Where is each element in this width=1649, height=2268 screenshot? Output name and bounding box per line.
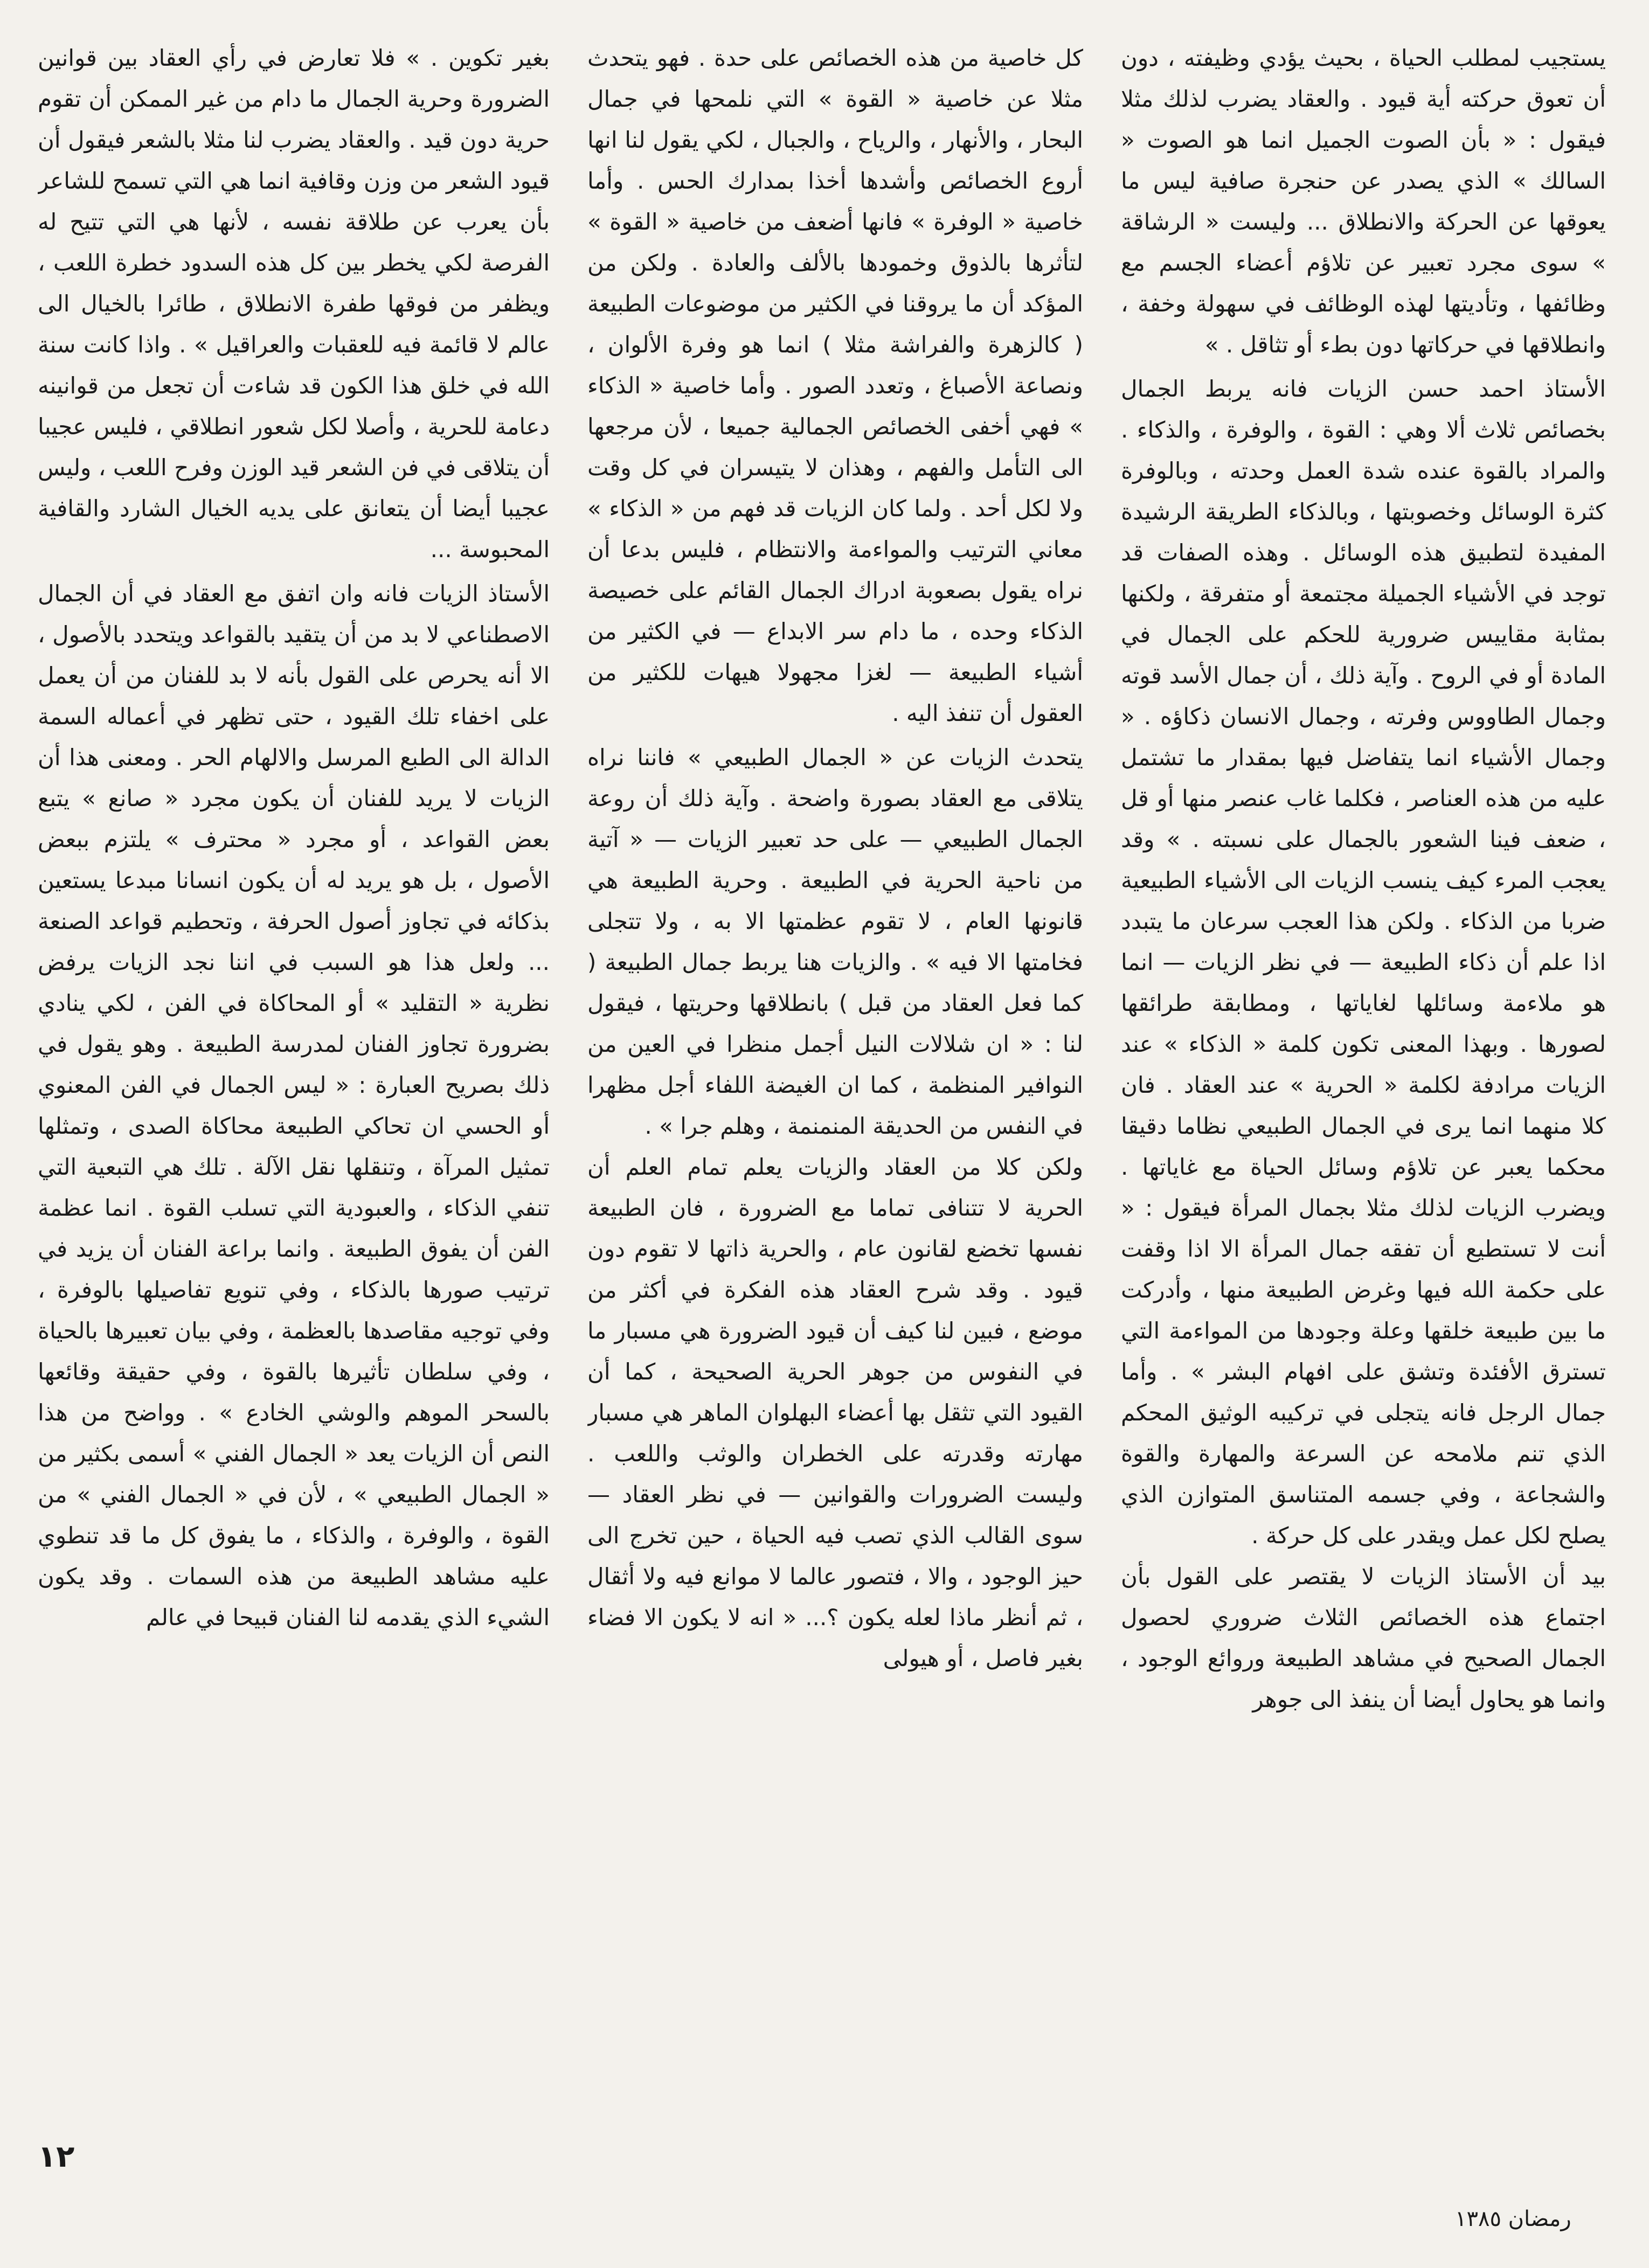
paragraph: الأستاذ الزيات فانه وان اتفق مع العقاد في أن الجمال الاصطناعي لا بد من أن يتقيد بالقواعد ويتحدد بالأصول ، الا أنه يحرص على القول بأنه لا بد للفنان من أن يعمل على اخفاء تلك القيود ، حتى تظهر في أعماله السمة الدالة الى الطبع المرسل والالهام الحر . ومعنى هذا أن الزيات لا يريد للفنان أن يكون مجرد « صانع » يتبع بعض القواعد ، أو مجرد « محترف » يلتزم ببعض الأصول ، بل هو يريد له أن يكون انسانا مبدعا يستعين بذكائه في تجاوز أصول الحرفة ، وتحطيم قواعد الصنعة ... ولعل هذا هو السبب في اننا نجد الزيات يرفض نظرية « التقليد » أو المحاكاة في الفن ، لكي ينادي بضرورة تجاوز الفنان لمدرسة الطبيعة . وهو يقول في ذلك بصريح العبارة : « ليس الجمال في الفن المعنوي أو الحسي ان تحاكي الطبيعة محاكاة الصدى ، وتمثلها تمثيل المرآة ، وتنقلها نقل الآلة . تلك هي التبعية التي تنفي الذكاء ، والعبودية التي تسلب القوة . انما عظمة الفن أن يفوق الطبيعة . وانما براعة الفنان أن يزيد في ترتيب صورها بالذكاء ، وفي تنويع تفاصيلها بالوفرة ، وفي توجيه مقاصدها بالعظمة ، وفي بيان تعبيرها بالحياة ، وفي سلطان تأثيرها بالقوة ، وفي حقيقة وقائعها بالسحر الموهم والوشي الخادع » . وواضح من هذا النص أن الزيات يعد « الجمال الفني » أسمى بكثير من « الجمال الطبيعي » ، لأن في « الجمال الفني » من القوة ، والوفرة ، والذكاء ، ما يفوق كل ما قد تنطوي عليه مشاهد الطبيعة من هذه السمات . وقد يكون الشيء الذي يقدمه لنا الفنان قبيحا في عالم [38,580,550,1631]
section-start [587,737,1083,1147]
section-start [1121,369,1606,1556]
issue-date: رمضان ١٣٨٥ [1455,2207,1571,2231]
paragraph: الأستاذ احمد حسن الزيات فانه يربط الجمال بخصائص ثلاث ألا وهي : القوة ، والوفرة ، والذكاء . والمراد بالقوة عنده شدة العمل وحدته ، وبالوفرة كثرة الوسائل وخصوبتها ، وبالذكاء الطريقة الرشيدة المفيدة لتطبيق هذه الوسائل . وهذه الصفات قد توجد في الأشياء الجميلة مجتمعة أو متفرقة ، ولكنها بمثابة مقاييس ضرورية للحكم على الجمال في المادة أو في الروح . وآية ذلك ، أن جمال الأسد قوته وجمال الطاووس وفرته ، وجمال الانسان ذكاؤه . « وجمال الأشياء انما يتفاضل فيها بمقدار ما تشتمل عليه من هذه العناصر ، فكلما غاب عنصر منها أو قل ، ضعف فينا الشعور بالجمال على نسبته . » وقد يعجب المرء كيف ينسب الزيات الى الأشياء الطبيعية ضربا من الذكاء . ولكن هذا العجب سرعان ما يتبدد اذا علم أن ذكاء الطبيعة — في نظر الزيات — انما هو ملاءمة وسائلها لغاياتها ، ومطابقة طرائقها لصورها . وبهذا المعنى تكون كلمة « الذكاء » عند الزيات مرادفة لكلمة « الحرية » عند العقاد . فان كلا منهما انما يرى في الجمال الطبيعي نظاما دقيقا محكما يعبر عن تلاؤم وسائل الحياة مع غاياتها . ويضرب الزيات لذلك مثلا بجمال المرأة فيقول : « أنت لا تستطيع أن تفقه جمال المرأة الا اذا وقفت على حكمة الله فيها وغرض الطبيعة منها ، وأدركت ما بين طبيعة خلقها وعلة وجودها من المواءمة التي تسترق الأفئدة وتشق على افهام البشر » . وأما جمال الرجل فانه يتجلى في تركيبه الوثيق المحكم الذي تنم ملامحه عن السرعة والمهارة والقوة والشجاعة ، وفي جسمه المتناسق المتوازن الذي يصلح لكل عمل ويقدر على كل حركة . [1121,376,1606,1549]
paragraph: بغير تكوين . » فلا تعارض في رأي العقاد بين قوانين الضرورة وحرية الجمال ما دام من غير الممكن أن تقوم حرية دون قيد . والعقاد يضرب لنا مثلا بالشعر فيقول أن قيود الشعر من وزن وقافية انما هي التي تسمح للشاعر بأن يعرب عن طلاقة نفسه ، لأنها هي التي تتيح له الفرصة لكي يخطر بين كل هذه السدود خطرة اللعب ، ويظفر من فوقها طفرة الانطلاق ، طائرا بالخيال الى عالم لا قائمة فيه للعقبات والعراقيل » . واذا كانت سنة الله في خلق هذا الكون قد شاءت أن تجعل من قوانينه دعامة للحرية ، وأصلا لكل شعور انطلاقي ، فليس عجيبا أن يتلاقى في فن الشعر قيد الوزن وفرح اللعب ، وليس عجيبا أيضا أن يتعانق على يديه الخيال الشارد والقافية المحبوسة ... [38,45,550,563]
column-middle [587,38,1083,2166]
paragraph: يستجيب لمطلب الحياة ، بحيث يؤدي وظيفته ، دون أن تعوق حركته أية قيود . والعقاد يضرب لذلك مثلا فيقول : « بأن الصوت الجميل انما هو الصوت « السالك » الذي يصدر عن حنجرة صافية ليس ما يعوقها عن الحركة والانطلاق ... وليست « الرشاقة » سوى مجرد تعبير عن تلاؤم أعضاء الجسم مع وظائفها ، وتأديتها لهذه الوظائف في سهولة وخفة ، وانطلاقها في حركاتها دون بطء أو تثاقل . » [1121,45,1606,358]
column-right [1121,38,1606,2166]
paragraph: ولكن كلا من العقاد والزيات يعلم تمام العلم أن الحرية لا تتنافى تماما مع الضرورة ، فان الطبيعة نفسها تخضع لقانون عام ، والحرية ذاتها لا تقوم دون قيود . وقد شرح العقاد هذه الفكرة في أكثر من موضع ، فبين لنا كيف أن قيود الضرورة هي مسبار ما في النفوس من جوهر الحرية الصحيحة ، كما أن القيود التي تثقل بها أعضاء البهلوان الماهر هي مسبار مهارته وقدرته على الخطران والوثب واللعب . وليست الضرورات والقوانين — في نظر العقاد — سوى القالب الذي تصب فيه الحياة ، حين تخرج الى حيز الوجود ، والا ، فتصور عالما لا موانع فيه ولا أثقال ، ثم أنظر ماذا لعله يكون ؟... « انه لا يكون الا فضاء بغير فاصل ، أو هيولى [587,1154,1083,1671]
section-start [38,573,550,1638]
paragraph: كل خاصية من هذه الخصائص على حدة . فهو يتحدث مثلا عن خاصية « القوة » التي نلمحها في جمال البحار ، والأنهار ، والرياح ، والجبال ، لكي يقول لنا انها أروع الخصائص وأشدها أخذا بمدارك الحس . وأما خاصية « الوفرة » فانها أضعف من خاصية « القوة » لتأثرها بالذوق وخمودها بالألف والعادة . ولكن من المؤكد أن ما يروقنا في الكثير من موضوعات الطبيعة ( كالزهرة والفراشة مثلا ) انما هو وفرة الألوان ، ونصاعة الأصباغ ، وتعدد الصور . وأما خاصية « الذكاء » فهي أخفى الخصائص الجمالية جميعا ، لأن مرجعها الى التأمل والفهم ، وهذان لا يتيسران في كل وقت ولا لكل أحد . ولما كان الزيات قد فهم من « الذكاء » معاني الترتيب والمواءمة والانتظام ، فليس بدعا أن نراه يقول بصعوبة ادراك الجمال القائم على خصيصة الذكاء وحده ، ما دام سر الابداع — في الكثير من أشياء الطبيعة — لغزا مجهولا هيهات للكثير من العقول أن تنفذ اليه . [587,45,1083,726]
paragraph: يتحدث الزيات عن « الجمال الطبيعي » فاننا نراه يتلاقى مع العقاد بصورة واضحة . وآية ذلك أن روعة الجمال الطبيعي — على حد تعبير الزيات — « آتية من ناحية الحرية في الطبيعة . وحرية الطبيعة هي قانونها العام ، لا تقوم عظمتها الا به ، ولا تتجلى فخامتها الا فيه » . والزيات هنا يربط جمال الطبيعة ( كما فعل العقاد من قبل ) بانطلاقها وحريتها ، فيقول لنا : « ان شلالات النيل أجمل منظرا في العين من النوافير المنظمة ، كما ان الغيضة اللفاء أجل مظهرا في النفس من الحديقة المنمنمة ، وهلم جرا » . [587,744,1083,1139]
page-number: ١٢ [38,2139,75,2174]
paragraph: بيد أن الأستاذ الزيات لا يقتصر على القول بأن اجتماع هذه الخصائص الثلاث ضروري لحصول الجمال الصحيح في مشاهد الطبيعة وروائع الوجود ، وانما هو يحاول أيضا أن ينفذ الى جوهر [1121,1563,1606,1712]
column-left [38,38,550,2166]
